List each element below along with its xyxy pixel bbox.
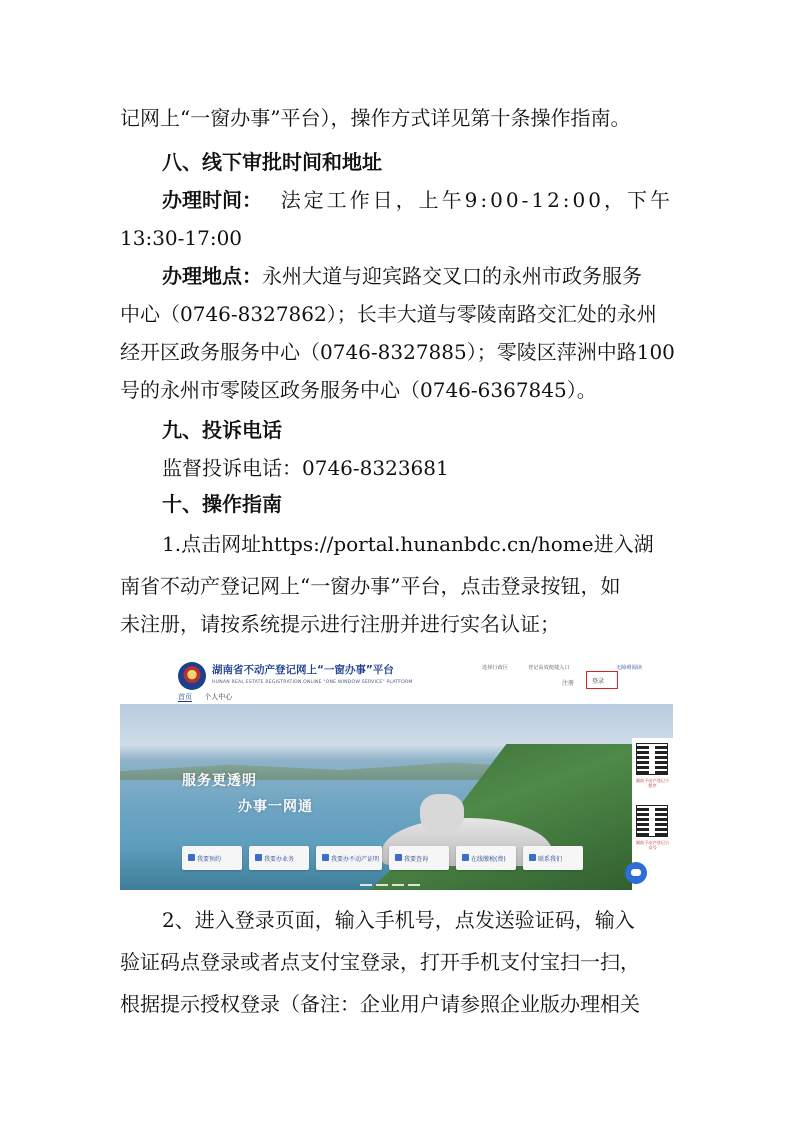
certificate-icon [322,854,329,861]
office-hours-label: 办理时间： [162,188,262,212]
contact-us-button[interactable]: 联系我们 [523,846,583,870]
para-continuation: 记网上“一窗办事”平台），操作方式详见第十条操作指南。 [120,106,631,130]
step1-line-3: 未注册，请按系统提示进行注册并进行实名认证； [120,612,560,636]
step2-line-1: 2、进入登录页面，输入手机号，点发送验证码，输入 [162,908,635,932]
step2-line-3: 根据提示授权登录（备注：企业用户请参照企业版办理相关 [120,992,640,1016]
official-account-qr-label: 湖南不动产登记公众号 [635,840,670,850]
search-icon [395,854,402,861]
office-address-text-4: 号的永州市零陵区政务服务中心（0746-6367845）。 [120,378,597,402]
complaint-phone: 监督投诉电话：0746-8323681 [162,456,449,480]
carousel-dots[interactable] [360,884,420,886]
chat-icon[interactable] [625,862,647,884]
portal-nav [178,692,242,702]
office-address-label: 办理地点： [162,264,262,288]
handle-business-button[interactable]: 我要办业务 [249,846,309,870]
portal-screenshot-figure [120,658,673,890]
phone-icon [529,854,536,861]
official-account-qr-icon [637,806,667,836]
query-button[interactable]: 我要查询 [389,846,449,870]
accessibility-link[interactable]: 无障碍阅读 [616,665,642,671]
step1-line-2: 南省不动产登记网上“一窗办事”平台，点击登录按钮，如 [120,574,621,598]
heading-section-9: 九、投诉电话 [162,418,282,442]
service-button-bar [182,846,583,870]
quick-entry-link[interactable]: 登记高效便捷入口 [528,665,570,671]
office-address-text-1: 永州大道与迎宾路交叉口的永州市政务服务 [262,264,642,288]
statue-head [420,794,464,834]
miniprogram-qr-label: 湖南不动产登记小程序 [635,778,670,788]
step1-line-1: 1.点击网址https://portal.hunanbdc.cn/home进入湖 [162,532,654,556]
login-button[interactable] [586,671,618,689]
office-address [162,264,642,288]
calendar-icon [188,854,195,861]
office-hours-text: 法定工作日，上午9:00-12:00，下午 [280,188,673,212]
emblem-logo-icon [178,662,206,690]
region-select-link[interactable]: 选择行政区 [482,665,508,671]
hero-slogan-1: 服务更透明 [182,773,257,789]
portal-title: 湖南省不动产登记网上“一窗办事”平台 [212,664,394,676]
appointment-button[interactable]: 我要预约 [182,846,242,870]
portal-header [120,658,673,704]
office-address-text-2: 中心（0746-8327862）；长丰大道与零陵南路交汇处的永州 [120,302,657,326]
heading-section-8: 八、线下审批时间和地址 [162,150,382,174]
login-button-label: 登录 [592,678,605,685]
register-link[interactable]: 注册 [562,680,575,687]
certificate-button[interactable]: 我要办不动产证明 [316,846,382,870]
tax-payment-button[interactable]: 在线缴税(费) [456,846,516,870]
office-address-text-3: 经开区政务服务中心（0746-8327885）；零陵区萍洲中路100 [120,340,675,364]
portal-subtitle: HUNAN REAL ESTATE REGISTRATION ONLINE "ONE WINDOW SERVICE" PLATFORM [212,680,413,685]
nav-personal-center[interactable]: 个人中心 [204,693,233,701]
briefcase-icon [255,854,262,861]
office-hours-continued: 13:30-17:00 [120,226,243,250]
nav-home[interactable]: 首页 [178,693,192,701]
payment-icon [462,854,469,861]
hero-slogan-2: 办事一网通 [238,799,313,815]
office-hours [162,188,673,212]
step2-line-2: 验证码点登录或者点支付宝登录，打开手机支付宝扫一扫， [120,950,640,974]
heading-section-10: 十、操作指南 [162,492,282,516]
miniprogram-qr-icon [637,744,667,774]
